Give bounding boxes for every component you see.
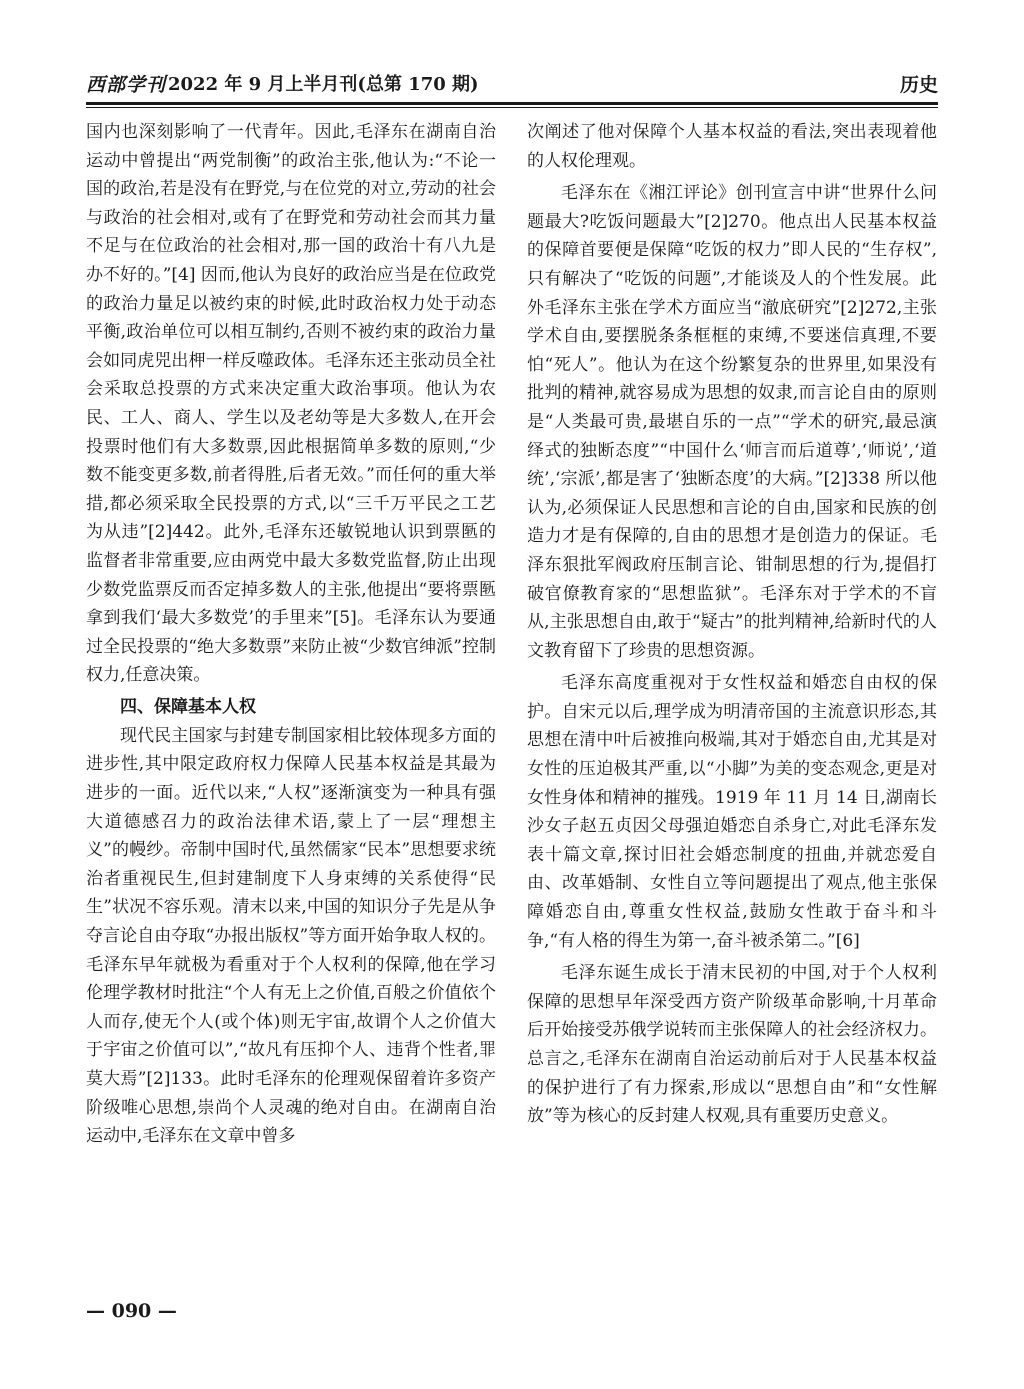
paragraph: 毛泽东在《湘江评论》创刊宣言中讲“世界什么问题最大?吃饭问题最大”[2]270。他点出人民基本权益的保障首要便是保障“吃饭的权力”即人民的“生存权”,只有解决了“吃饭的问题”,才能谈及人的个性发展。此外毛泽东主张在学术方面应当“澈底研究”[2]272,主张学术自由,要摆脱条条框框的束缚,不要迷信真理,不要怕“死人”。他认为在这个纷繁复杂的世界里,如果没有批判的精神,就容易成为思想的奴隶,而言论自由的原则是“人类最可贵,最堪自乐的一点”“学术的研究,最忌演绎式的独断态度”“中国什么‘师言而后道尊’,‘师说’,‘道统’,‘宗派’,都是害了‘独断态度’的大病。”[2]338 所以他认为,必须保证人民思想和言论的自由,国家和民族的创造力才是有保障的,自由的思想才是创造力的保证。毛泽东狠批军阀政府压制言论、钳制思想的行为,提倡打破官僚教育家的“思想监狱”。毛泽东对于学术的不盲从,主张思想自由,敢于“疑古”的批判精神,给新时代的人文教育留下了珍贵的思想资源。 <box>527 183 937 661</box>
section-heading: 四、保障基本人权 <box>120 696 256 717</box>
header-rule-thin <box>86 107 938 108</box>
section-name: 历史 <box>899 74 938 96</box>
journal-issue: 2022 年 9 月上半月刊(总第 170 期) <box>168 74 479 95</box>
paragraph: 国内也深刻影响了一代青年。因此,毛泽东在湖南自治运动中曾提出“两党制衡”的政治主张,他认为:“不论一国的政治,若是没有在野党,与在位党的对立,劳动的社会与政治的社会相对,或有了在野党和劳动社会而其力量不足与在位政治的社会相对,那一国的政治十有八九是办不好的。”[4] 因而,他认为良好的政治应当是在位政党的政治力量足以被约束的时候,此时政治权力处于动态平衡,政治单位可以相互制约,否则不被约束的政治力量会如同虎兕出柙一样反噬政体。毛泽东还主张动员全社会采取总投票的方式来决定重大政治事项。他认为农民、工人、商人、学生以及老幼等是大多数人,在开会投票时他们有大多数票,因此根据简单多数的原则,“少数不能变更多数,前者得胜,后者无效。”而任何的重大举措,都必须采取全民投票的方式,以“三千万平民之工艺为从违”[2]442。此外,毛泽东还敏锐地认识到票匦的监督者非常重要,应由两党中最大多数党监督,防止出现少数党监票反而否定掉多数人的主张,他提出“要将票匦拿到我们‘最大多数党’的手里来”[5]。毛泽东认为要通过全民投票的“绝大多数票”来防止被“少数官绅派”控制权力,任意决策。 <box>86 122 497 686</box>
paragraph: 次阐述了他对保障个人基本权益的看法,突出表现着他的人权伦理观。 <box>527 122 937 171</box>
paragraph: 毛泽东诞生成长于清末民初的中国,对于个人权利保障的思想早年深受西方资产阶级革命影响,十月革命后开始接受苏俄学说转而主张保障人的社会经济权力。总言之,毛泽东在湖南自治运动前后对于人民基本权益的保护进行了有力探索,形成以“思想自由”和“女性解放”等为核心的反封建人权观,具有重要历史意义。 <box>527 963 937 1127</box>
left-column <box>86 118 496 1151</box>
journal-logo: 西部学刊 <box>86 74 167 96</box>
paragraph: 现代民主国家与封建专制国家相比较体现多方面的进步性,其中限定政府权力保障人民基本权益是其最为进步的一面。近代以来,“人权”逐渐演变为一种具有强大道德感召力的政治法律术语,蒙上了一层“理想主义”的幔纱。帝制中国时代,虽然儒家“民本”思想要求统治者重视民生,但封建制度下人身束缚的关系使得“民生”状况不容乐观。清末以来,中国的知识分子先是从争夺言论自由夺取“办报出版权”等方面开始争取人权的。毛泽东早年就极为看重对于个人权利的保障,他在学习伦理学教材时批注“个人有无上之价值,百般之价值依个人而存,使无个人(或个体)则无宇宙,故谓个人之价值大于宇宙之价值可以”,“故凡有压抑个人、违背个性者,罪莫大焉”[2]133。此时毛泽东的伦理观保留着许多资产阶级唯心思想,崇尚个人灵魂的绝对自由。在湖南自治运动中,毛泽东在文章中曾多 <box>86 725 496 1147</box>
paragraph: 毛泽东高度重视对于女性权益和婚恋自由权的保护。自宋元以后,理学成为明清帝国的主流意识形态,其思想在清中叶后被推向极端,其对于婚恋自由,尤其是对女性的压迫极其严重,以“小脚”为美的变态观念,更是对女性身体和精神的摧残。1919 年 11 月 14 日,湖南长沙女子赵五贞因父母强迫婚恋自杀身亡,对此毛泽东发表十篇文章,探讨旧社会婚恋制度的扭曲,并就恋爱自由、改革婚制、女性自立等问题提出了观点,他主张保障婚恋自由,尊重女性权益,鼓励女性敢于奋斗和斗争,“有人格的得生为第一,奋斗被杀第二。”[6] <box>527 673 937 951</box>
header-rule <box>86 102 938 105</box>
right-column <box>527 118 937 1131</box>
page-header <box>86 66 938 100</box>
page-number: — 090 — <box>86 1300 177 1322</box>
